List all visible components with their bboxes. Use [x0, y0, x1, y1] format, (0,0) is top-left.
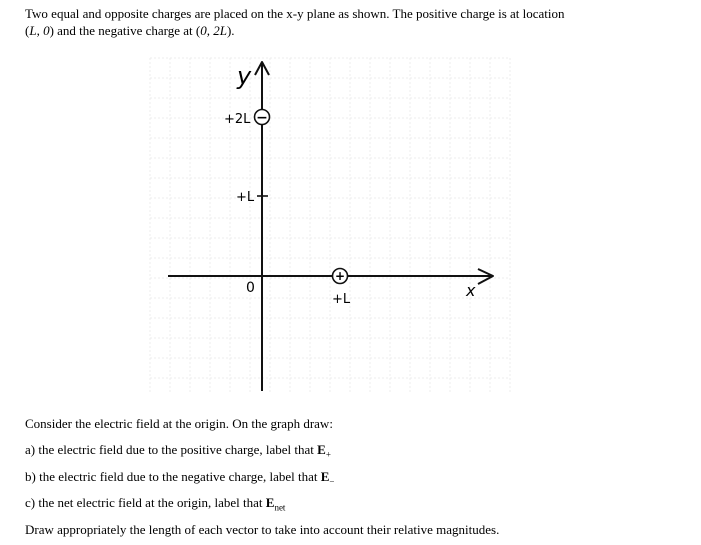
question-b: b) the electric field due to the negative charge, label that $E_-$ [25, 469, 335, 487]
closing-instruction: Draw appropriately the length of each vector to take into account their relative magnitudes. [25, 522, 500, 537]
question-a: a) the electric field due to the positive charge, label that $E_+$ [25, 442, 331, 460]
question-c: c) the net electric field at the origin, label that $E_{net}$ [25, 495, 286, 513]
positive-charge [333, 269, 348, 284]
vector-E-minus: E [320, 469, 330, 484]
graph-grid [150, 58, 510, 393]
vector-E-plus: E [317, 442, 326, 457]
positive-charge-location: L, 0 [29, 23, 50, 38]
y-tick-label-2L: +2L [224, 112, 251, 127]
y-axis-label: y [237, 62, 252, 90]
intro-paren-open: ( [25, 23, 30, 38]
positive-charge-symbol: + [334, 269, 346, 283]
intro-line-2 [25, 22, 685, 39]
intro-middle-text: ) and the negative charge at ( [49, 23, 201, 38]
negative-charge-symbol: − [256, 110, 268, 126]
negative-charge-location: 0, 2L [200, 23, 227, 38]
x-axis-label: x [466, 281, 476, 300]
charge-graph [140, 48, 520, 398]
intro-line-1: Two equal and opposite charges are placed on the x-y plane as shown. The positive charge is at location [25, 6, 565, 21]
y-tick-label-L: +L [236, 190, 255, 205]
problem-statement [25, 5, 685, 39]
negative-charge [255, 110, 270, 127]
x-tick-label-L: +L [332, 292, 351, 307]
intro-paren-close: ). [226, 23, 235, 38]
question-prompt: Consider the electric field at the origin. On the graph draw: [25, 416, 333, 431]
vector-E-net: E [265, 495, 275, 510]
origin-label: 0 [246, 280, 255, 296]
